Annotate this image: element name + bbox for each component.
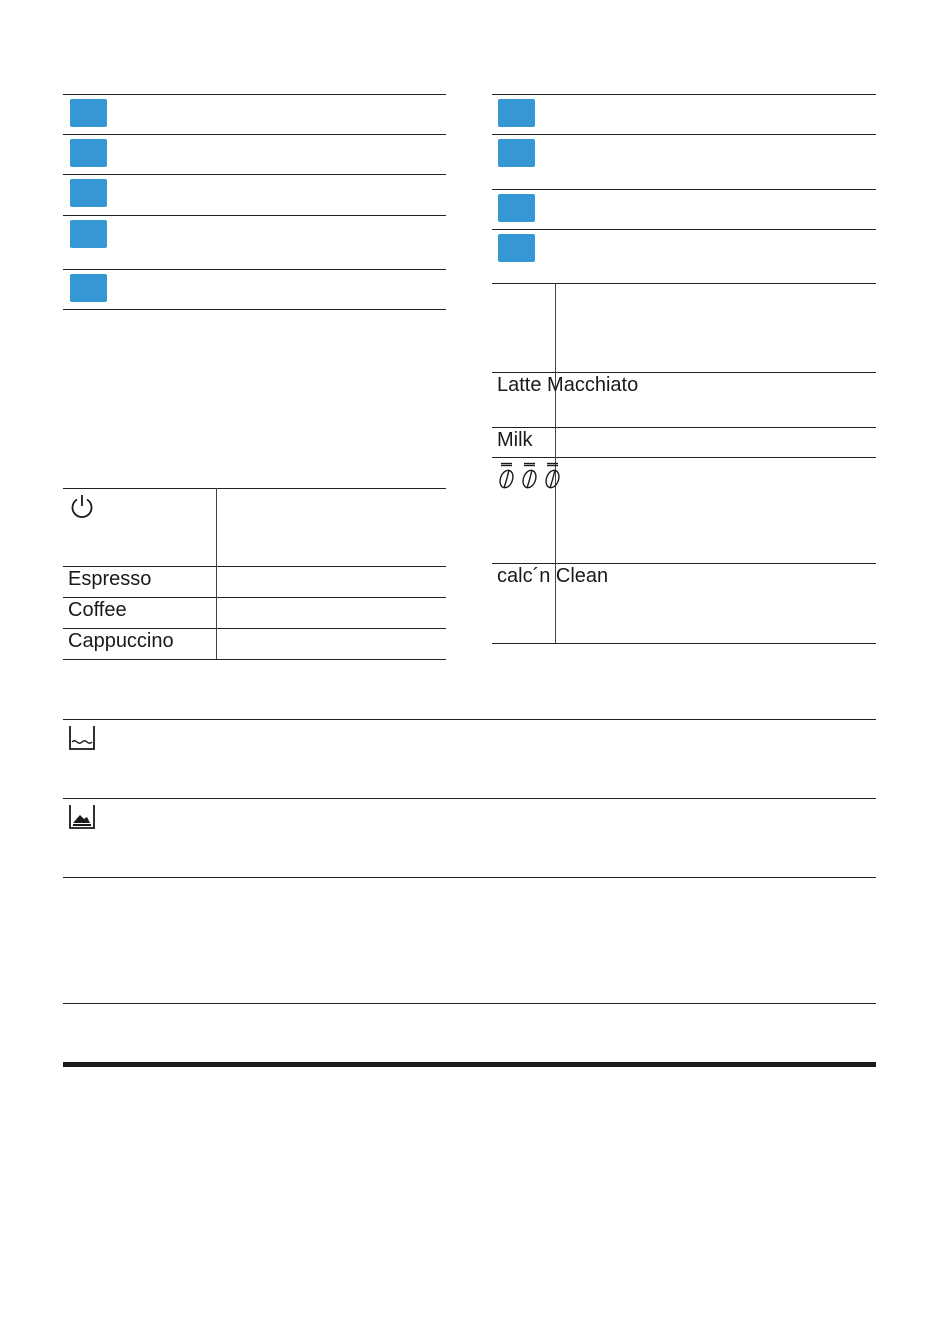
blue-button-square	[70, 274, 107, 302]
rule	[492, 427, 876, 428]
milk-label: Milk	[497, 429, 533, 451]
rule	[63, 174, 446, 175]
blue-button-square	[70, 139, 107, 167]
water-tank-icon	[68, 724, 96, 752]
rule	[63, 269, 446, 270]
column-divider	[216, 488, 217, 659]
espresso-label: Espresso	[68, 568, 152, 590]
blue-button-square	[70, 220, 107, 248]
power-icon	[68, 492, 96, 520]
rule	[63, 798, 876, 799]
rule	[63, 877, 876, 878]
rule	[63, 215, 446, 216]
rule	[492, 563, 876, 564]
rule	[492, 229, 876, 230]
blue-button-square	[498, 99, 535, 127]
rule	[63, 659, 446, 660]
rule	[492, 134, 876, 135]
rule	[492, 189, 876, 190]
blue-button-square	[70, 99, 107, 127]
rule	[63, 134, 446, 135]
coffee-beans-strength-icon	[497, 461, 563, 491]
rule	[492, 457, 876, 458]
rule	[63, 566, 446, 567]
rule	[63, 94, 446, 95]
drip-tray-icon	[68, 803, 96, 831]
calc-n-clean-label: calc´n Clean	[497, 565, 609, 587]
coffee-label: Coffee	[68, 599, 127, 621]
rule	[492, 94, 876, 95]
blue-button-square	[498, 194, 535, 222]
latte-macchiato-label: Latte Macchiato	[497, 374, 639, 396]
rule	[63, 1003, 876, 1004]
blue-button-square	[498, 139, 535, 167]
rule	[492, 283, 876, 284]
rule	[63, 488, 446, 489]
blue-button-square	[70, 179, 107, 207]
rule	[63, 309, 446, 310]
rule	[63, 597, 446, 598]
rule	[492, 643, 876, 644]
rule	[63, 628, 446, 629]
blue-button-square	[498, 234, 535, 262]
rule	[492, 372, 876, 373]
cappuccino-label: Cappuccino	[68, 630, 174, 652]
footer-thick-rule	[63, 1062, 876, 1067]
rule	[63, 719, 876, 720]
